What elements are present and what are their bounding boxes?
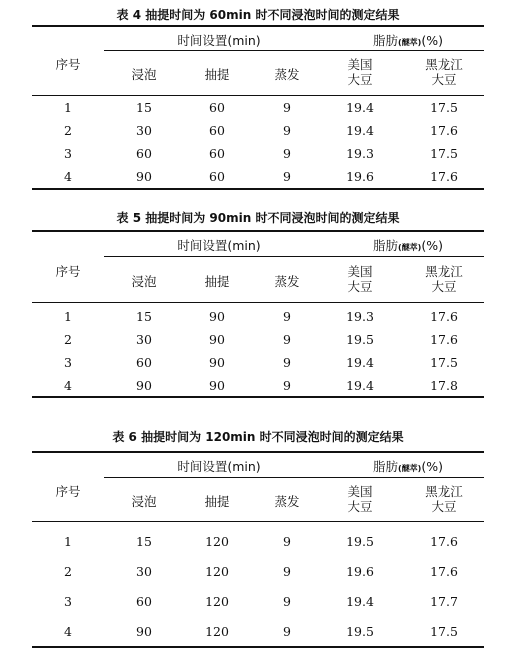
cell-soak: 15 [136,100,152,115]
cell-us: 19.6 [346,169,374,184]
cell-soak: 90 [136,378,152,393]
cell-us: 19.3 [346,309,374,324]
index-header: 序号 [55,484,81,499]
table-4 [32,0,484,200]
cell-index: 3 [64,355,72,370]
fat-header: 脂肪(醚萃)(%) [373,33,443,48]
cell-us: 19.5 [346,332,374,347]
table-bottom-rule [32,188,484,190]
header-group-rule [104,50,484,51]
header-bottom-rule [32,521,484,522]
cell-hlj: 17.6 [430,332,458,347]
cell-index: 2 [64,564,72,579]
soak-header: 浸泡 [131,67,157,82]
cell-soak: 15 [136,534,152,549]
cell-soak: 90 [136,169,152,184]
cell-evap: 9 [283,594,291,609]
cell-index: 2 [64,123,72,138]
table-5 [32,205,484,405]
cell-extract: 60 [209,100,225,115]
cell-hlj: 17.6 [430,309,458,324]
time-settings-header: 时间设置(min) [177,459,261,474]
table-caption: 表 6 抽提时间为 120min 时不同浸泡时间的测定结果 [112,430,404,444]
cell-hlj: 17.6 [430,123,458,138]
soak-header: 浸泡 [131,274,157,289]
cell-extract: 90 [209,332,225,347]
cell-extract: 90 [209,378,225,393]
cell-index: 1 [64,309,72,324]
fat-header: 脂肪(醚萃)(%) [373,238,443,253]
table-top-rule [32,451,484,453]
cell-hlj: 17.5 [430,355,458,370]
cell-us: 19.5 [346,534,374,549]
table-caption: 表 4 抽提时间为 60min 时不同浸泡时间的测定结果 [116,8,400,22]
hlj-soybean-header: 黑龙江 大豆 [425,57,463,87]
time-settings-header: 时间设置(min) [177,33,261,48]
cell-index: 3 [64,146,72,161]
cell-evap: 9 [283,624,291,639]
cell-extract: 60 [209,169,225,184]
evap-header: 蒸发 [274,67,300,82]
us-soybean-header: 美国 大豆 [347,264,373,294]
cell-hlj: 17.6 [430,169,458,184]
table-top-rule [32,25,484,27]
cell-hlj: 17.8 [430,378,458,393]
cell-evap: 9 [283,169,291,184]
table-6 [32,420,484,650]
cell-soak: 60 [136,146,152,161]
cell-index: 4 [64,169,72,184]
soak-header: 浸泡 [131,494,157,509]
hlj-soybean-header: 黑龙江 大豆 [425,264,463,294]
cell-hlj: 17.5 [430,146,458,161]
cell-evap: 9 [283,332,291,347]
cell-extract: 90 [209,355,225,370]
table-bottom-rule [32,396,484,398]
cell-index: 4 [64,624,72,639]
us-soybean-header: 美国 大豆 [347,57,373,87]
cell-evap: 9 [283,146,291,161]
cell-us: 19.4 [346,355,374,370]
cell-extract: 120 [205,564,229,579]
cell-soak: 30 [136,332,152,347]
cell-evap: 9 [283,564,291,579]
cell-soak: 30 [136,564,152,579]
cell-index: 3 [64,594,72,609]
cell-us: 19.4 [346,594,374,609]
header-bottom-rule [32,302,484,303]
table-bottom-rule [32,646,484,648]
index-header: 序号 [55,57,81,72]
cell-evap: 9 [283,534,291,549]
header-group-rule [104,256,484,257]
cell-evap: 9 [283,378,291,393]
cell-extract: 60 [209,146,225,161]
fat-header: 脂肪(醚萃)(%) [373,459,443,474]
cell-us: 19.5 [346,624,374,639]
header-bottom-rule [32,95,484,96]
cell-hlj: 17.6 [430,564,458,579]
cell-extract: 90 [209,309,225,324]
header-group-rule [104,477,484,478]
cell-hlj: 17.6 [430,534,458,549]
cell-evap: 9 [283,123,291,138]
cell-evap: 9 [283,355,291,370]
cell-hlj: 17.7 [430,594,458,609]
us-soybean-header: 美国 大豆 [347,484,373,514]
table-top-rule [32,230,484,232]
cell-evap: 9 [283,309,291,324]
cell-us: 19.4 [346,378,374,393]
evap-header: 蒸发 [274,494,300,509]
index-header: 序号 [55,264,81,279]
cell-index: 4 [64,378,72,393]
cell-index: 1 [64,100,72,115]
cell-hlj: 17.5 [430,624,458,639]
evap-header: 蒸发 [274,274,300,289]
cell-soak: 90 [136,624,152,639]
cell-extract: 60 [209,123,225,138]
cell-us: 19.4 [346,100,374,115]
cell-us: 19.3 [346,146,374,161]
cell-extract: 120 [205,534,229,549]
time-settings-header: 时间设置(min) [177,238,261,253]
table-caption: 表 5 抽提时间为 90min 时不同浸泡时间的测定结果 [116,211,400,225]
cell-us: 19.6 [346,564,374,579]
extract-header: 抽提 [204,67,230,82]
cell-index: 2 [64,332,72,347]
cell-hlj: 17.5 [430,100,458,115]
extract-header: 抽提 [204,274,230,289]
cell-index: 1 [64,534,72,549]
cell-soak: 15 [136,309,152,324]
cell-us: 19.4 [346,123,374,138]
cell-extract: 120 [205,624,229,639]
cell-extract: 120 [205,594,229,609]
cell-soak: 60 [136,355,152,370]
extract-header: 抽提 [204,494,230,509]
hlj-soybean-header: 黑龙江 大豆 [425,484,463,514]
cell-evap: 9 [283,100,291,115]
cell-soak: 60 [136,594,152,609]
cell-soak: 30 [136,123,152,138]
